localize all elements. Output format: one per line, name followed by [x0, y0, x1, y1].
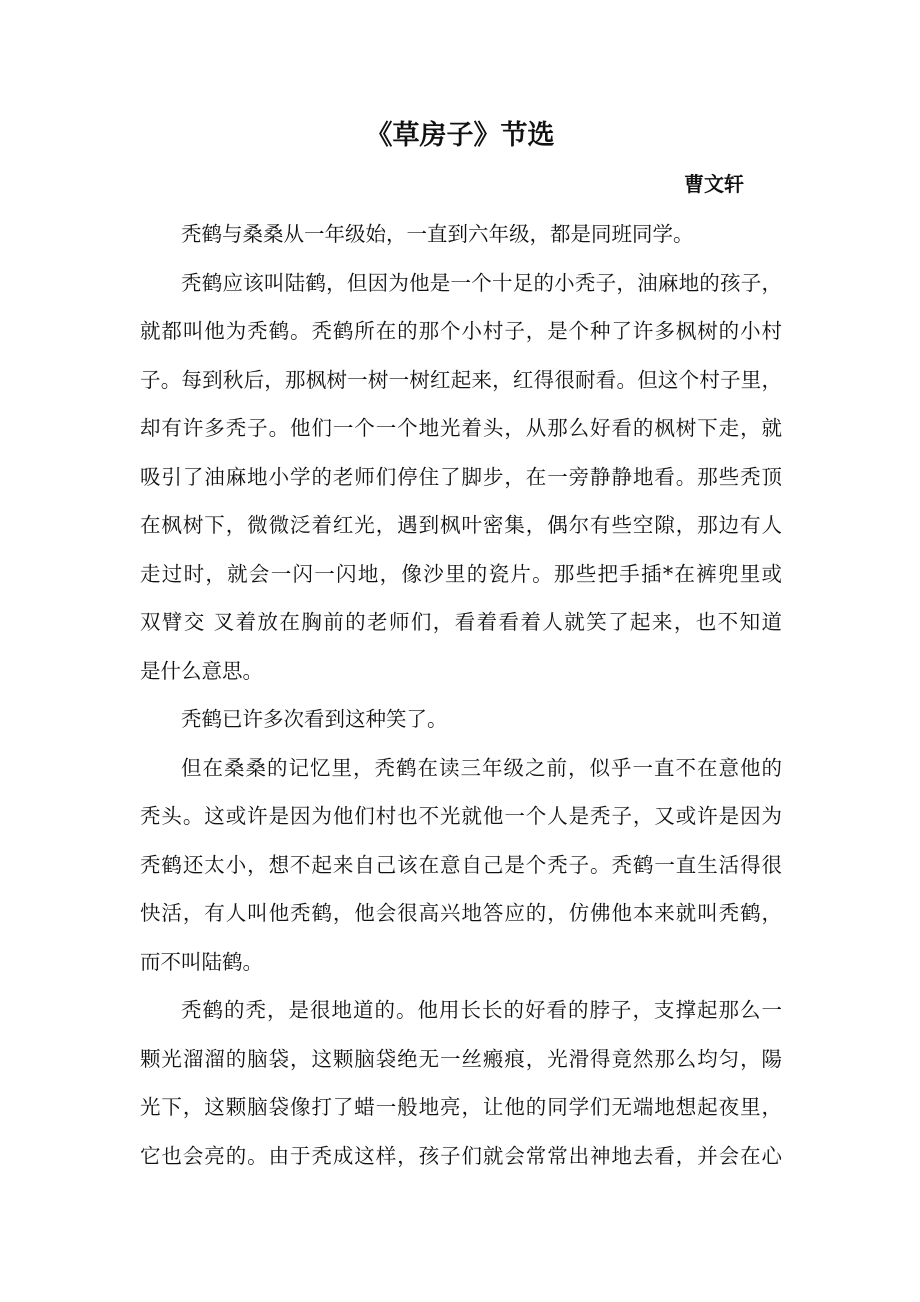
text-line: 在枫树下，微微泛着红光，遇到枫叶密集，偶尔有些空隙，那边有人 — [140, 513, 782, 537]
text-line: 秃鹤还太小，想不起来自己该在意自己是个秃子。秃鹤一直生活得很 — [140, 852, 782, 877]
text-line: 秃鹤的秃，是很地道的。他用长长的好看的脖子，支撑起那么一 — [181, 998, 782, 1022]
text-line: 秃头。这或许是因为他们村也不光就他一个人是秃子，又或许是因为 — [140, 804, 782, 828]
text-line: 快活，有人叫他秃鹤，他会很高兴地答应的，仿佛他本来就叫秃鹤， — [140, 901, 782, 925]
text-line: 走过时，就会一闪一闪地，像沙里的瓷片。那些把手插*在裤兜里或 — [140, 561, 782, 586]
page-title: 《草房子》节选 — [365, 120, 555, 151]
text-line: 秃鹤应该叫陆鹤，但因为他是一个十足的小秃子，油麻地的孩子， — [181, 270, 782, 295]
text-line: 它也会亮的。由于秃成这样，孩子们就会常常出神地去看，并会在心 — [140, 1143, 782, 1168]
text-line: 但在桑桑的记忆里，秃鹤在读三年级之前，似乎一直不在意他的 — [181, 755, 782, 780]
text-line: 秃鹤与桑桑从一年级始，一直到六年级，都是同班同学。 — [181, 222, 694, 246]
text-line: 秃鹤已许多次看到这种笑了。 — [181, 707, 448, 731]
text-line: 颗光溜溜的脑袋，这颗脑袋绝无一丝瘢痕，光滑得竟然那么均匀，陽 — [140, 1046, 782, 1071]
text-line: 子。每到秋后，那枫树一树一树红起来，红得很耐看。但这个村子里， — [140, 367, 782, 392]
body-text — [140, 210, 782, 1180]
text-line: 而不叫陆鹤。 — [140, 949, 263, 974]
text-line: 光下，这颗脑袋像打了蜡一般地亮，让他的同学们无端地想起夜里， — [140, 1095, 782, 1119]
text-line: 双臂交 叉着放在胸前的老师们，看着看着人就笑了起来，也不知道 — [140, 610, 782, 634]
text-line: 吸引了油麻地小学的老师们停住了脚步，在一旁静静地看。那些秃顶 — [140, 464, 782, 489]
text-line: 就都叫他为秃鹤。秃鹤所在的那个小村子，是个种了许多枫树的小村 — [140, 319, 782, 343]
author-name: 曹文轩 — [684, 172, 744, 196]
text-line: 是什么意思。 — [140, 658, 263, 683]
text-line: 却有许多秃子。他们一个一个地光着头，从那么好看的枫树下走，就 — [140, 416, 782, 440]
